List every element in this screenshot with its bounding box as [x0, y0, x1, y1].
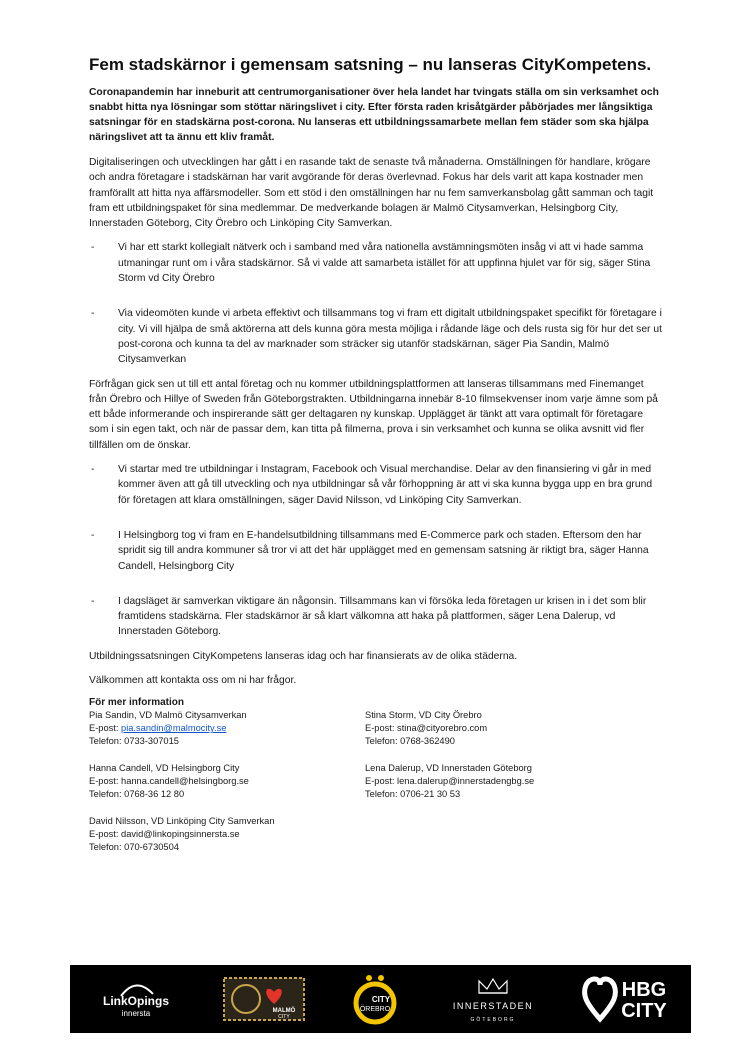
- innerstaden-logo-text: INNERSTADEN: [452, 1001, 534, 1011]
- innerstaden-logo-subtext: GÖTEBORG: [470, 1017, 516, 1023]
- linkoping-logo-subtext: innersta: [121, 1009, 150, 1018]
- contact-pia-sandin: [89, 709, 365, 748]
- email-text: lena.dalerup@innerstadengbg.se: [397, 776, 535, 787]
- list-dash: -: [91, 308, 95, 320]
- contact-email-row: [89, 775, 365, 788]
- body-paragraph-4: Välkommen att kontakta oss om ni har frågor.: [89, 675, 297, 687]
- contact-phone: Telefon: 0706-21 30 53: [365, 789, 461, 800]
- list-dash: -: [91, 529, 95, 541]
- hbg-logo-subtext: CITY: [621, 1000, 668, 1022]
- contact-phone: Telefon: 070-6730504: [89, 842, 179, 853]
- quote-stina-storm: [89, 240, 664, 286]
- contact-email-row: [365, 775, 625, 788]
- list-dash: -: [91, 242, 95, 254]
- email-prefix: E-post:: [365, 723, 398, 734]
- body-paragraph-3: Utbildningssatsningen CityKompetens lanseras idag och har finansierats av de olika städerna.: [89, 650, 518, 662]
- hbg-logo-text: HBG: [622, 979, 667, 1001]
- orebro-logo-subtext: ÖREBRO: [360, 1006, 391, 1013]
- contact-email-row: [89, 828, 365, 841]
- email-prefix: E-post:: [89, 829, 122, 840]
- email-text: hanna.candell@helsingborg.se: [121, 776, 249, 787]
- malmo-city-logo: [222, 969, 306, 1029]
- contact-phone: Telefon: 0733-307015: [89, 736, 179, 747]
- email-prefix: E-post:: [365, 776, 398, 787]
- contact-name: Lena Dalerup, VD Innerstaden Göteborg: [365, 763, 532, 774]
- body-paragraph-2: Förfrågan gick sen ut till ett antal företag och nu kommer utbildningsplattformen att lanseras tillsammans med Finemanget från Örebro och Hillye of Sweden från Göteborgstrakten. Utbildningarna innebär 8-10 filmsekvenser inom varje ämne som på ett både informerande och inspirerande sätt ger deltagaren ny kunskap. Upplägget är tänkt att vara optimalt för företagare som i sin egen takt, och när de passar dem, kan titta på filmerna, prova i sin verksamhet och kunna se olika avsnitt vid fler tillfällen om de önskar.: [89, 378, 658, 451]
- city-orebro-logo: [347, 969, 403, 1029]
- email-prefix: E-post:: [89, 723, 122, 734]
- email-link[interactable]: pia.sandin@malmocity.se: [121, 723, 227, 734]
- lead-paragraph: Coronapandemin har inneburit att centrumorganisationer över hela landet har tvingats ställa om sin verksamhet och snabbt hitta nya lösningar som stöttar näringslivet i city. Efter första raden krisåtgärder påbörjades mer långsiktiga satsningar för en stadskärna post-corona. Nu lanseras ett utbildningssamarbete mellan fem städer som ska hjälpa näringslivet att ta ännu ett kliv framåt.: [89, 87, 659, 143]
- quote-david-nilsson: [89, 462, 664, 508]
- quote-hanna-candell: [89, 528, 664, 574]
- page-title: Fem stadskärnor i gemensam satsning – nu lanseras CityKompetens.: [89, 55, 652, 74]
- footer-logo-bar: [70, 965, 691, 1033]
- quote-text: Vi har ett starkt kollegialt nätverk och i samband med våra nationella avstämningsmöten insåg vi att vi hade samma utmaningar runt om i våra stadskärnor. Så vi valde att samarbeta istället för att uppfinna hjulet var för sig, säger Stina Storm vd City Örebro: [118, 242, 651, 285]
- malmo-logo-subtext: CITY: [278, 1014, 290, 1020]
- contacts-grid: [89, 709, 664, 854]
- quote-text: I Helsingborg tog vi fram en E-handelsutbildning tillsammans med E-Commerce park och staden. Eftersom den har spridit sig till andra kommuner så tror vi att det här upplägget med en gemensam satsning är riktigt bra, säger Hanna Candell, Helsingborg City: [118, 529, 649, 572]
- hbg-city-logo: [582, 969, 670, 1029]
- contact-phone: Telefon: 0768-362490: [365, 736, 455, 747]
- email-prefix: E-post:: [89, 776, 122, 787]
- contact-lena-dalerup: [365, 762, 625, 801]
- contact-phone: Telefon: 0768-36 12 80: [89, 789, 185, 800]
- list-dash: -: [91, 464, 95, 476]
- quote-text: Via videomöten kunde vi arbeta effektivt och tillsammans tog vi fram ett digitalt utbildningspaket specifikt för företagare i city. Vi vill hjälpa de små aktörerna att dels kunna göra mesta möjliga i rådande läge och dels rusta sig för hur det ser ut post-corona och kunna ta del av marknader som sträcker sig utanför stadskärnan, säger Pia Sandin, Malmö Citysamverkan: [118, 308, 662, 366]
- contact-david-nilsson: [89, 815, 365, 854]
- contact-name: Hanna Candell, VD Helsingborg City: [89, 763, 240, 774]
- malmo-logo-text: MALMÖ: [272, 1008, 296, 1014]
- list-dash: -: [91, 595, 95, 607]
- email-text: david@linkopingsinnersta.se: [121, 829, 240, 840]
- press-release: [89, 54, 664, 854]
- quote-text: Vi startar med tre utbildningar i Instagram, Facebook och Visual merchandise. Delar av den finansiering vi går in med kommer även att gå till utveckling och nya utbildningar så vår förhoppning är att vi ska kunna bygga upp en bra grund för företagen att klara omställningen, säger David Nilsson, vd Linköping City Samverkan.: [118, 464, 653, 506]
- contact-email-row: [89, 722, 365, 735]
- orebro-logo-text: CITY: [372, 995, 391, 1004]
- contact-email-row: [365, 722, 625, 735]
- contact-name: Pia Sandin, VD Malmö Citysamverkan: [89, 710, 247, 721]
- contact-name: David Nilsson, VD Linköping City Samverkan: [89, 816, 275, 827]
- body-paragraph-1: Digitaliseringen och utvecklingen har gått i en rasande takt de senaste två månaderna. Omställningen för handlare, krögare och andra företagare i stadskärnan har varit avgörande för deras överlevnad. Fokus har dels varit att kapa kostnader men framförallt att hitta nya affärsmodeller. Som ett stöd i den omställningen har nu fem samverkansbolag gått samman och tagit fram ett utbildningspaket för sina medlemmar. De medverkande bolagen är Malmö Citysamverkan, Helsingborg City, Innerstaden Göteborg, City Örebro och Linköping City Samverkan.: [89, 157, 654, 230]
- contact-stina-storm: [365, 709, 625, 748]
- contact-hanna-candell: [89, 762, 365, 801]
- innerstaden-goteborg-logo: [445, 969, 541, 1029]
- linkoping-logo: [91, 969, 181, 1029]
- quote-text: I dagsläget är samverkan viktigare än någonsin. Tillsammans kan vi försöka leda företagen ur krisen in i det som blir framtidens stadskärna. Fler stadskärnor är så klart välkomna att haka på plattformen, säger Lena Dalerup, vd Innerstaden Göteborg.: [118, 595, 647, 638]
- contact-name: Stina Storm, VD City Örebro: [365, 710, 482, 721]
- quote-lena-dalerup: [89, 594, 664, 640]
- quote-pia-sandin: [89, 306, 664, 367]
- email-text: stina@cityorebro.com: [397, 723, 488, 734]
- contacts-heading: För mer information: [89, 697, 185, 709]
- linkoping-logo-text: LinkOpings: [102, 994, 169, 1008]
